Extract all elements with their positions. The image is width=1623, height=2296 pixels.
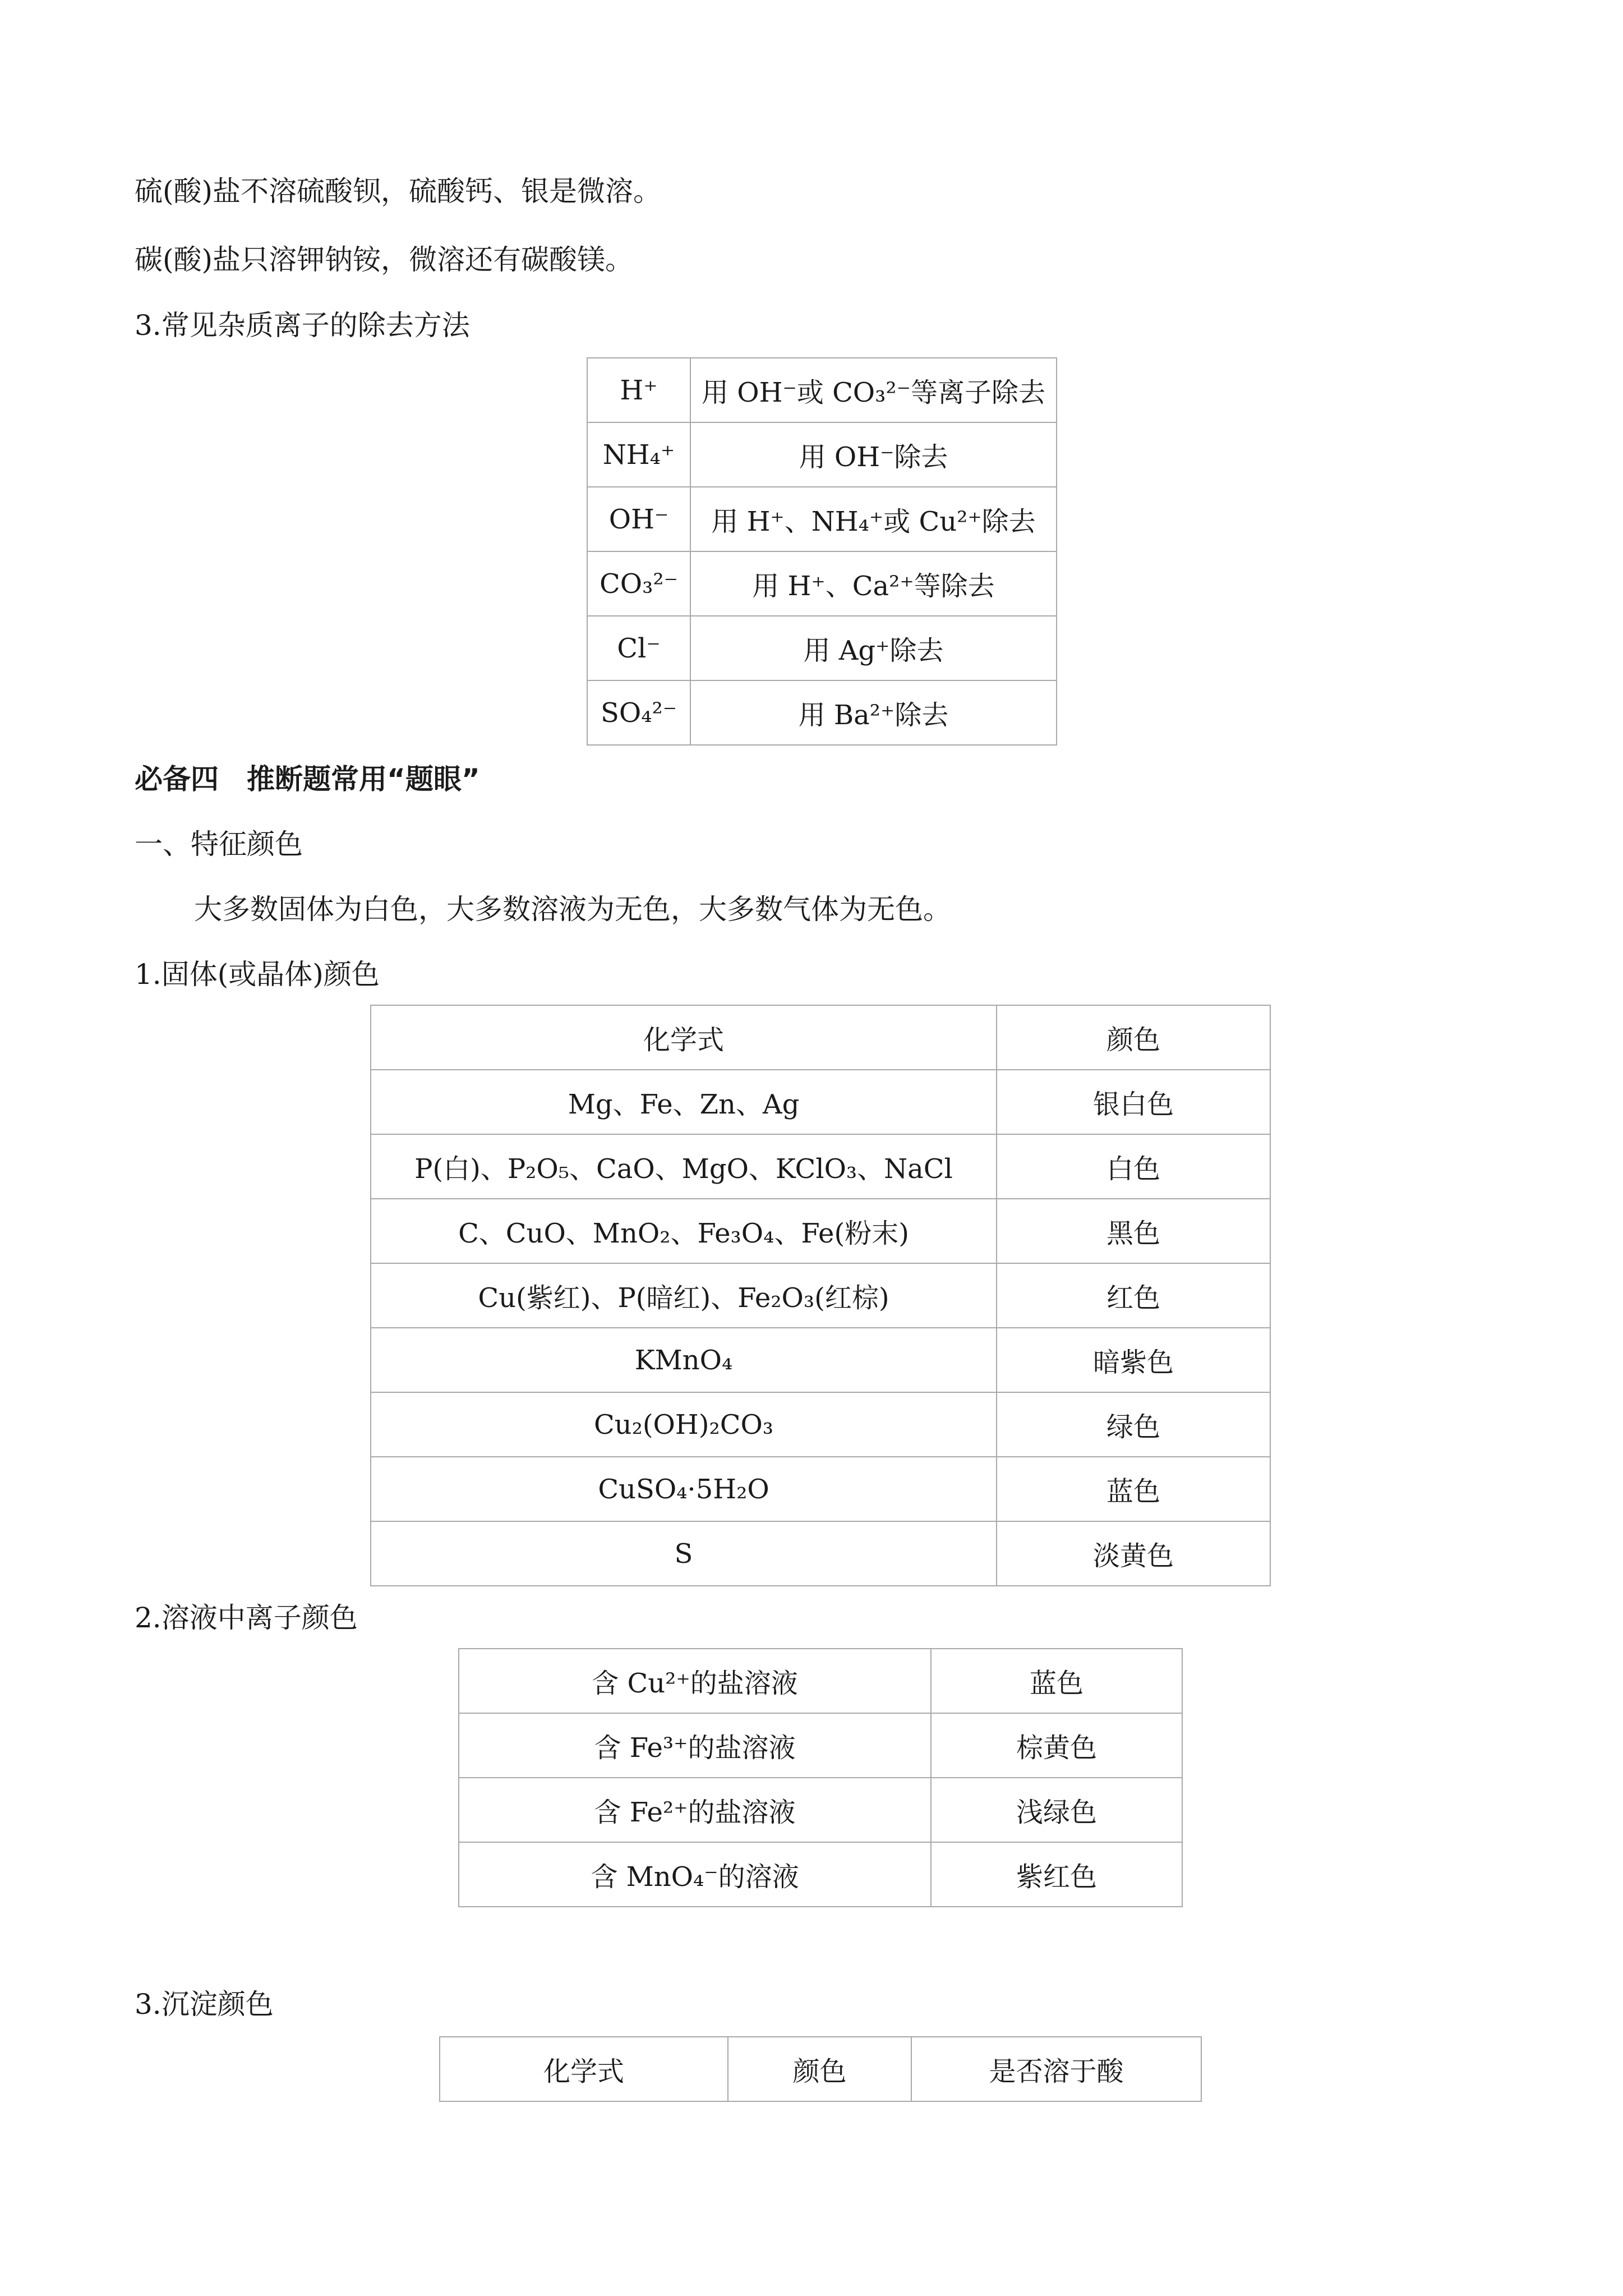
table-row [587, 616, 1057, 680]
color-cell: 淡黄色 [997, 1521, 1270, 1586]
ion-cell: CO₃²⁻ [587, 551, 690, 616]
subsection-title-solids: 1.固体(或晶体)颜色 [135, 958, 380, 991]
header-formula: 化学式 [371, 1005, 997, 1070]
formula-cell: C、CuO、MnO₂、Fe₃O₄、Fe(粉末) [371, 1199, 997, 1263]
ion-cell: Cl⁻ [587, 616, 690, 680]
ion-cell: SO₄²⁻ [587, 680, 690, 745]
color-cell: 蓝色 [931, 1649, 1182, 1713]
table-row [459, 1649, 1182, 1713]
ion-cell: NH₄⁺ [587, 422, 690, 487]
method-cell: 用 OH⁻除去 [690, 422, 1057, 487]
method-cell: 用 H⁺、Ca²⁺等除去 [690, 551, 1057, 616]
ion-cell: OH⁻ [587, 487, 690, 551]
formula-cell: Mg、Fe、Zn、Ag [371, 1070, 997, 1134]
color-cell: 蓝色 [997, 1457, 1270, 1521]
formula-cell: P(白)、P₂O₅、CaO、MgO、KClO₃、NaCl [371, 1134, 997, 1199]
color-cell: 绿色 [997, 1392, 1270, 1457]
solution-cell: 含 Cu²⁺的盐溶液 [459, 1649, 931, 1713]
ion-cell: H⁺ [587, 358, 690, 422]
subsection-title-precipitates: 3.沉淀颜色 [135, 1988, 274, 2021]
part-title-colors: 一、特征颜色 [135, 828, 303, 861]
table-row [371, 1328, 1270, 1392]
table-row [459, 1713, 1182, 1778]
precipitate-color-table [439, 2036, 1202, 2102]
ion-removal-table [587, 357, 1057, 746]
solid-color-table [370, 1005, 1271, 1586]
table-row [587, 422, 1057, 487]
color-cell: 紫红色 [931, 1842, 1182, 1907]
table-row [371, 1521, 1270, 1586]
table-row [459, 1778, 1182, 1842]
text-carbonate-rule: 碳(酸)盐只溶钾钠铵，微溶还有碳酸镁。 [135, 243, 634, 276]
text-sulfate-rule: 硫(酸)盐不溶硫酸钡，硫酸钙、银是微溶。 [135, 175, 662, 208]
solution-color-table [458, 1648, 1183, 1907]
table-header-row [371, 1005, 1270, 1070]
table-row [371, 1134, 1270, 1199]
color-cell: 浅绿色 [931, 1778, 1182, 1842]
header-color: 颜色 [728, 2037, 911, 2101]
table-row [371, 1199, 1270, 1263]
table-row [371, 1457, 1270, 1521]
method-cell: 用 Ba²⁺除去 [690, 680, 1057, 745]
intro-paragraph: 大多数固体为白色，大多数溶液为无色，大多数气体为无色。 [194, 893, 951, 926]
table-row [371, 1392, 1270, 1457]
color-cell: 红色 [997, 1263, 1270, 1328]
color-cell: 暗紫色 [997, 1328, 1270, 1392]
section-heading-inference: 必备四 推断题常用“题眼” [135, 763, 480, 795]
color-cell: 棕黄色 [931, 1713, 1182, 1778]
formula-cell: KMnO₄ [371, 1328, 997, 1392]
solution-cell: 含 Fe³⁺的盐溶液 [459, 1713, 931, 1778]
header-formula: 化学式 [440, 2037, 728, 2101]
table-row [587, 551, 1057, 616]
formula-cell: S [371, 1521, 997, 1586]
color-cell: 白色 [997, 1134, 1270, 1199]
table-row [459, 1842, 1182, 1907]
table-row [587, 487, 1057, 551]
table-header-row [440, 2037, 1201, 2101]
table-row [371, 1070, 1270, 1134]
method-cell: 用 H⁺、NH₄⁺或 Cu²⁺除去 [690, 487, 1057, 551]
section-title-impurity-removal: 3.常见杂质离子的除去方法 [135, 309, 470, 342]
header-color: 颜色 [997, 1005, 1270, 1070]
table-row [587, 680, 1057, 745]
table-row [587, 358, 1057, 422]
header-acid-soluble: 是否溶于酸 [911, 2037, 1201, 2101]
formula-cell: Cu₂(OH)₂CO₃ [371, 1392, 997, 1457]
color-cell: 黑色 [997, 1199, 1270, 1263]
subsection-title-solutions: 2.溶液中离子颜色 [135, 1602, 358, 1634]
formula-cell: CuSO₄·5H₂O [371, 1457, 997, 1521]
color-cell: 银白色 [997, 1070, 1270, 1134]
method-cell: 用 Ag⁺除去 [690, 616, 1057, 680]
formula-cell: Cu(紫红)、P(暗红)、Fe₂O₃(红棕) [371, 1263, 997, 1328]
method-cell: 用 OH⁻或 CO₃²⁻等离子除去 [690, 358, 1057, 422]
table-row [371, 1263, 1270, 1328]
solution-cell: 含 Fe²⁺的盐溶液 [459, 1778, 931, 1842]
solution-cell: 含 MnO₄⁻的溶液 [459, 1842, 931, 1907]
